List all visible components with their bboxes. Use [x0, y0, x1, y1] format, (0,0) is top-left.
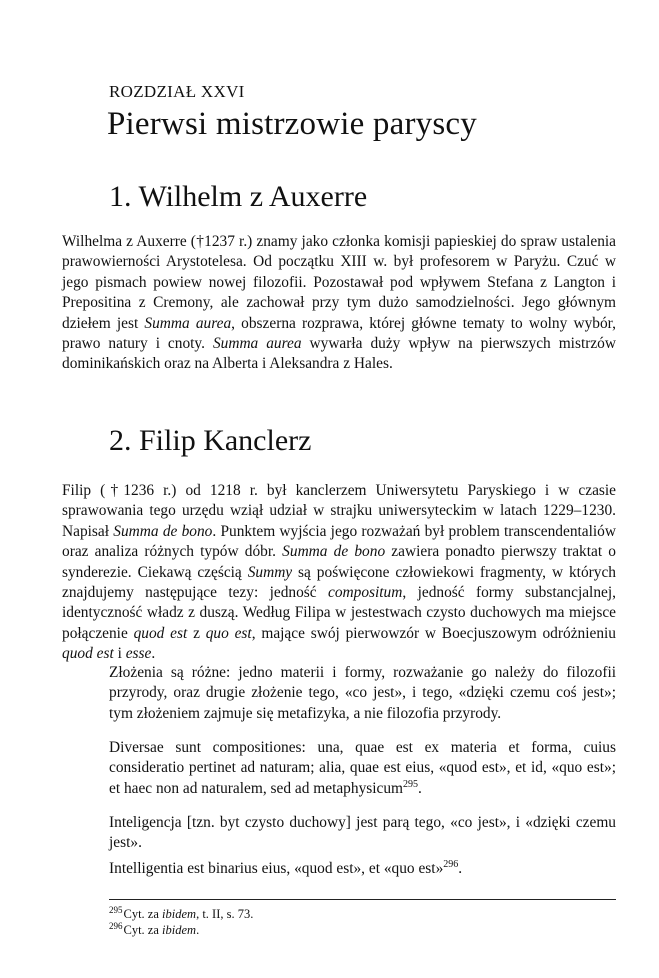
- footnote-divider: [109, 899, 616, 900]
- chapter-label: ROZDZIAŁ XXVI: [109, 82, 245, 101]
- footnote-number: 296: [109, 920, 123, 931]
- italic-title: Summa de bono: [282, 543, 386, 561]
- italic-term: quo est: [205, 624, 252, 642]
- section-2-paragraph: [62, 481, 616, 665]
- italic-term: Summy: [247, 563, 293, 581]
- footnote: [109, 906, 253, 922]
- text-run: , mające swój pierwowzór w Boecjuszowym odróżnieniu: [251, 624, 616, 642]
- chapter-title: Pierwsi mistrzowie paryscy: [107, 106, 477, 142]
- italic-term: quod est: [62, 645, 114, 663]
- quote-text: Diversae sunt compositiones: una, quae est ex materia et forma, cuius consideratio pertinet ad naturam; alia, quae est eius, «quod est», et id, «quo est»; et haec non ad naturalem, sed ad metaphysicum: [109, 739, 616, 797]
- quote-end: .: [418, 779, 422, 797]
- italic-term: quod est: [133, 624, 188, 642]
- footnote-italic: ibidem: [162, 907, 197, 921]
- block-quote-latin-1: [109, 738, 616, 799]
- italic-term: compositum: [327, 584, 403, 602]
- text-run: wywarła duży wpływ na pierwszych mistrzów dominikańskich oraz na Alberta i Aleksandra z Hales.: [62, 335, 616, 373]
- block-quote-polish-1: Złożenia są różne: jedno materii i formy, rozważanie go należy do filozofii przyrody, oraz drugie złożenie tego, «co jest», i tego, «dzięki czemu coś jest»; tym złożeniem zajmuje się metafizyka, a nie filozofia przyrody.: [109, 664, 616, 722]
- italic-title: Summa de bono: [113, 522, 213, 540]
- footnote-number: 295: [109, 904, 123, 915]
- footnote-text: , t. II, s. 73.: [196, 907, 254, 921]
- text-run: są poświęcone człowiekowi fragmenty, w których znajdujemy następujące tezy: jedność: [62, 563, 616, 602]
- quote-text: Intelligentia est binarius eius, «quod est», et «quo est»: [109, 860, 444, 877]
- block-quote-polish-2: Inteligencja [tzn. byt czysto duchowy] jest parą tego, «co jest», i «dzięki czemu jest».: [109, 814, 616, 852]
- quote-end: .: [458, 860, 463, 877]
- section-1-title: 1. Wilhelm z Auxerre: [109, 180, 368, 213]
- block-quote-latin-2: [109, 859, 616, 879]
- text-run: zawiera ponadto pierwszy traktat o synderezie. Ciekawą częścią: [62, 543, 616, 581]
- text-run: Filip (†1236 r.) od 1218 r. był kanclerzem Uniwersytetu Paryskiego i w czasie sprawowania tego urzędu wziął udział w strajku uniwersyteckim w latach 1229–1230. Napisał: [62, 482, 616, 540]
- section-2-title: 2. Filip Kanclerz: [109, 424, 312, 457]
- footnote: [109, 922, 199, 938]
- text-run: i: [113, 645, 126, 663]
- footnote-italic: ibidem: [162, 923, 197, 937]
- italic-title: Summa aurea: [212, 335, 302, 353]
- footnote-ref[interactable]: 296: [443, 858, 459, 870]
- footnote-text: Cyt. za: [123, 907, 163, 921]
- text-run: .: [151, 645, 156, 663]
- italic-term: esse: [125, 645, 152, 663]
- text-run: Wilhelma z Auxerre (†1237 r.) znamy jako członka komisji papieskiej do spraw ustalenia prawowierności Arystotelesa. Od początku XIII w. był profesorem w Paryżu. Czuć w jego pismach powiew nowej filozofii. Pozostawał pod wpływem Stefana z Langton i Prepositina z Cremony, ale zachował przy tym dużo samodzielności. Jego głównym dziełem jest: [62, 233, 616, 332]
- italic-title: Summa aurea: [144, 314, 232, 332]
- footnote-ref[interactable]: 295: [403, 778, 419, 790]
- section-1-paragraph: [62, 232, 616, 375]
- text-run: z: [187, 624, 206, 642]
- text-run: . Punktem wyjścia jego rozważań był problem transcendentaliów oraz analiza różnych typów dóbr.: [62, 522, 616, 561]
- text-run: , obszerna rozprawa, której główne tematy to wolny wybór, prawo natury i cnoty.: [62, 314, 617, 353]
- text-run: , jedność formy substancjalnej, identyczność władz z duszą. Według Filipa w jestestwach czysto duchowych ma miejsce połączenie: [62, 584, 616, 642]
- footnote-text: .: [196, 923, 200, 937]
- footnote-text: Cyt. za: [123, 923, 163, 937]
